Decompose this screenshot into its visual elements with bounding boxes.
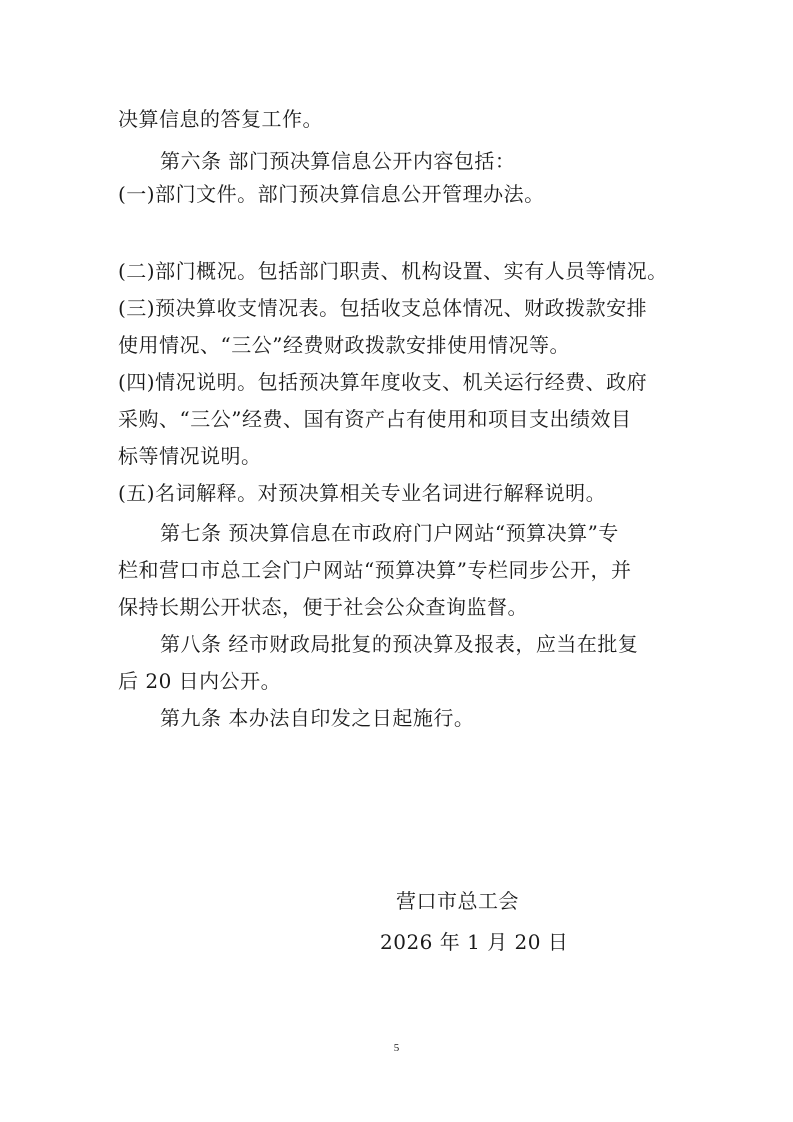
article-six-heading: 第六条 部门预决算信息公开内容包括：: [160, 149, 516, 173]
text-line: 后 20 日内公开。: [118, 669, 282, 693]
text-line: (一)部门文件。部门预决算信息公开管理办法。: [118, 182, 545, 206]
signature-date: 2026 年 1 月 20 日: [380, 930, 569, 954]
text-line: 采购、“三公”经费、国有资产占有使用和项目支出绩效目: [118, 407, 632, 431]
text-line: (三)预决算收支情况表。包括收支总体情况、财政拨款安排: [118, 296, 648, 320]
text-line: 栏和营口市总工会门户网站“预算决算”专栏同步公开，并: [118, 558, 632, 582]
text-line: (五)名词解释。对预决算相关专业名词进行解释说明。: [118, 481, 607, 505]
article-eight: 第八条 经市财政局批复的预决算及报表，应当在批复: [160, 632, 639, 656]
text-line: (四)情况说明。包括预决算年度收支、机关运行经费、政府: [118, 370, 648, 394]
article-seven: 第七条 预决算信息在市政府门户网站“预算决算”专: [160, 521, 619, 545]
text-line: 标等情况说明。: [118, 444, 262, 468]
text-line: 决算信息的答复工作。: [118, 107, 323, 131]
page-number: 5: [393, 1042, 400, 1054]
signature-org: 营口市总工会: [396, 889, 519, 913]
text-line: 保持长期公开状态，便于社会公众查询监督。: [118, 595, 528, 619]
text-line: 使用情况、“三公”经费财政拨款安排使用情况等。: [118, 333, 570, 357]
text-line: (二)部门概况。包括部门职责、机构设置、实有人员等情况。: [118, 259, 668, 283]
article-nine: 第九条 本办法自印发之日起施行。: [160, 706, 475, 730]
